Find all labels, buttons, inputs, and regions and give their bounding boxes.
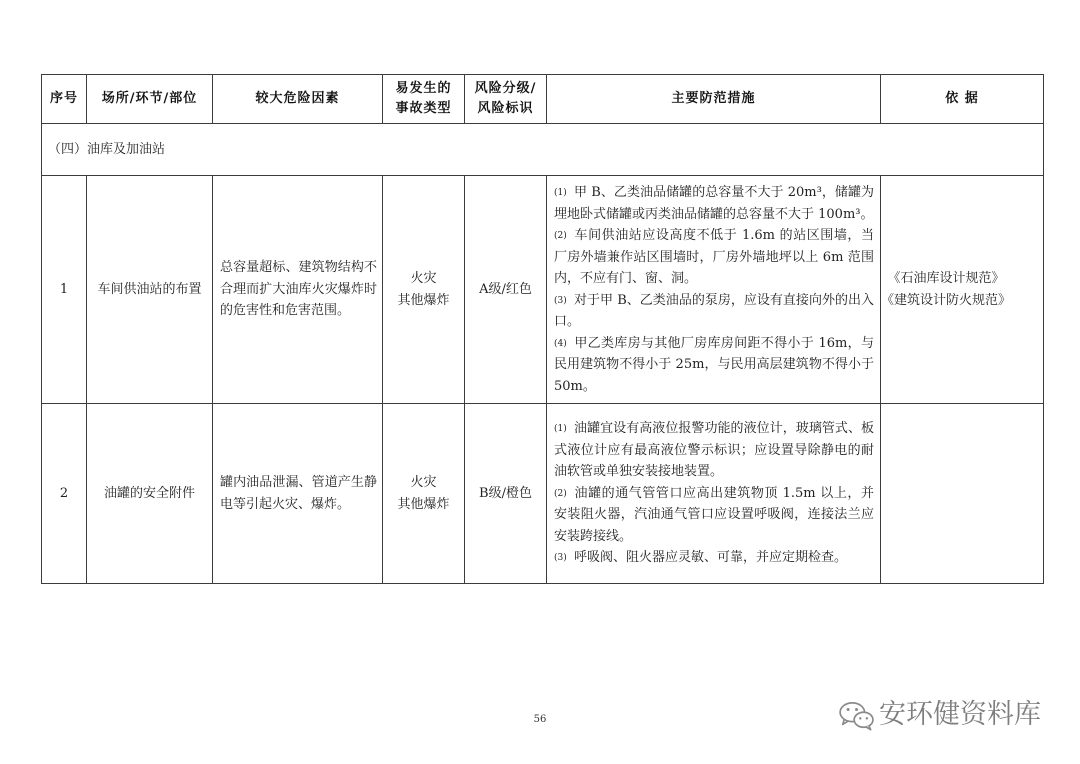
basis-standard: 《建筑设计防火规范》 [881, 292, 1012, 308]
header-index: 序号 [42, 75, 87, 124]
section-row [42, 124, 1044, 176]
cell-index: 2 [42, 404, 87, 584]
basis-standard: 《石油库设计规范》 [887, 271, 1005, 286]
cell-measures [547, 404, 881, 584]
header-risk-level-line: 风险分级/ [474, 81, 537, 96]
header-accident-type-line: 易发生的 [395, 81, 452, 96]
cell-basis [881, 404, 1044, 584]
measure-item [554, 333, 874, 398]
measure-item [554, 483, 874, 548]
wechat-icon [838, 701, 876, 731]
measure-text: 油罐宜设有高液位报警功能的液位计，玻璃管式、板式液位计应有最高液位警示标识；应设置导除静电的耐油软管或单独安装接地装置。 [554, 421, 874, 480]
risk-table [41, 74, 1044, 584]
measure-text: 车间供油站应设高度不低于 1.6m 的站区围墙，当厂房外墙兼作站区围墙时，厂房外墙地坪以上 6m 范围内，不应有门、窗、洞。 [554, 228, 874, 286]
header-risk-level-line: 风险标识 [477, 101, 534, 116]
measure-item [554, 418, 874, 483]
header-basis: 依 据 [881, 75, 1044, 124]
table-row [42, 404, 1044, 584]
measure-item [554, 182, 874, 225]
section-title: （四）油库及加油站 [42, 124, 1044, 176]
cell-location: 油罐的安全附件 [87, 404, 213, 584]
cell-location: 车间供油站的布置 [87, 176, 213, 404]
header-measures: 主要防范措施 [547, 75, 881, 124]
measure-item [554, 290, 874, 333]
measure-text: 油罐的通气管管口应高出建筑物顶 1.5m 以上，并安装阻火器，汽油通气管口应设置呼吸阀，连接法兰应安装跨接线。 [554, 485, 874, 544]
header-risk-level [465, 75, 547, 124]
header-hazard: 较大危险因素 [213, 75, 383, 124]
measure-text: 呼吸阀、阻火器应灵敏、可靠，并应定期检查。 [574, 550, 848, 566]
measure-item [554, 225, 874, 290]
cell-index: 1 [42, 176, 87, 404]
page-number: 56 [533, 714, 547, 725]
accident-type: 火灾 [410, 474, 437, 490]
measure-text: 对于甲 B、乙类油品的泵房，应设有直接向外的出入口。 [554, 292, 874, 329]
cell-basis [881, 176, 1044, 404]
measure-marker: (3) [554, 553, 567, 564]
accident-type: 其他爆炸 [397, 292, 450, 308]
header-accident-type-line: 事故类型 [395, 101, 452, 116]
measure-item [554, 547, 874, 569]
measure-marker: (3) [554, 295, 567, 306]
cell-accident-type [383, 176, 465, 404]
accident-type: 火灾 [410, 270, 437, 286]
header-accident-type [383, 75, 465, 124]
header-row [42, 75, 1044, 124]
watermark-text: 安环健资料库 [879, 699, 1041, 730]
measure-marker: (4) [554, 338, 567, 349]
cell-risk-level: B级/橙色 [465, 404, 547, 584]
measure-marker: (2) [554, 231, 567, 241]
measure-text: 甲 B、乙类油品储罐的总容量不大于 20m³，储罐为埋地卧式储罐或丙类油品储罐的总容量不大于 100m³。 [554, 185, 874, 222]
cell-measures [547, 176, 881, 404]
cell-hazard: 总容量超标、建筑物结构不合理而扩大油库火灾爆炸时的危害性和危害范围。 [213, 176, 383, 404]
measure-text: 甲乙类库房与其他厂房库房间距不得小于 16m，与民用建筑物不得小于 25m，与民用高层建筑物不得小于 50m。 [554, 335, 874, 394]
cell-accident-type [383, 404, 465, 584]
measure-marker: (1) [554, 188, 567, 198]
table-row [42, 176, 1044, 404]
measure-marker: (1) [554, 424, 567, 435]
cell-hazard: 罐内油品泄漏、管道产生静电等引起火灾、爆炸。 [213, 404, 383, 584]
cell-risk-level: A级/红色 [465, 176, 547, 404]
measure-marker: (2) [554, 488, 567, 499]
accident-type: 其他爆炸 [397, 496, 450, 512]
header-location: 场所/环节/部位 [87, 75, 213, 124]
